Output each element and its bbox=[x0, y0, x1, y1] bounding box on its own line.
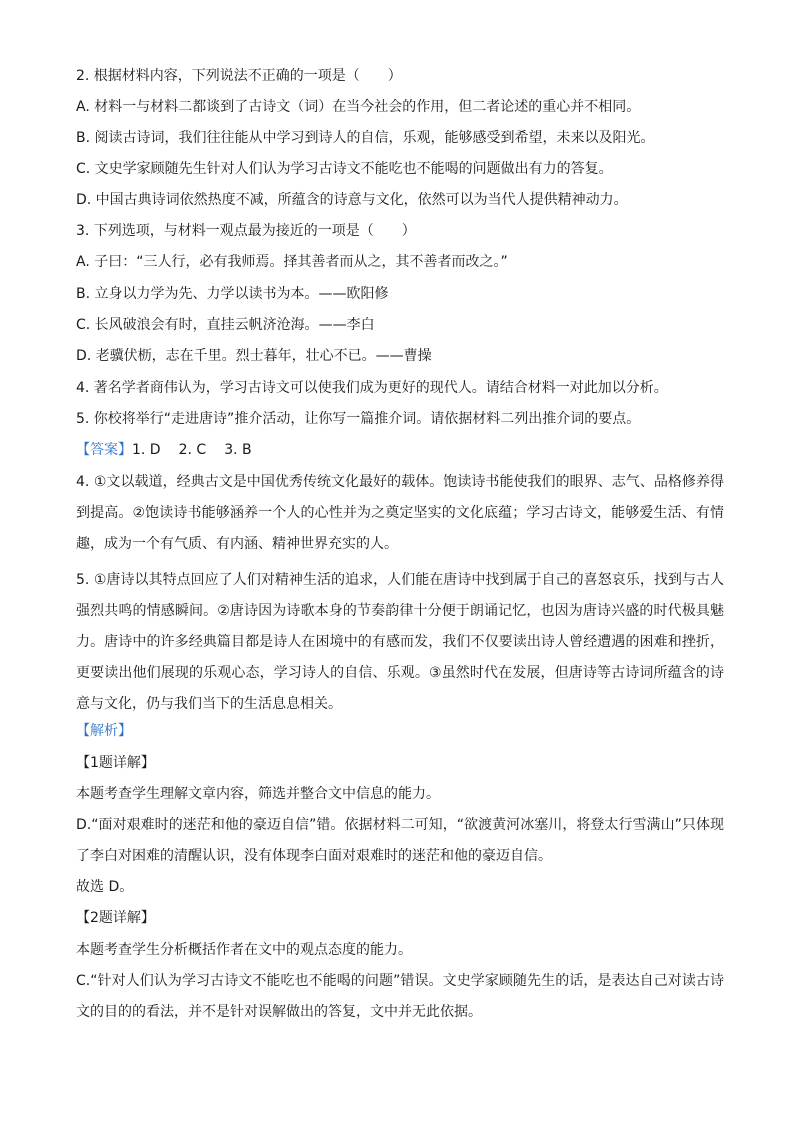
detail-1-title: 【1题详解】 bbox=[76, 755, 155, 771]
question-2-option-a: A. 材料一与材料二都谈到了古诗文（词）在当今社会的作用，但二者论述的重心并不相同。 bbox=[76, 99, 641, 115]
analysis-label: 【解析】 bbox=[76, 723, 132, 739]
question-2-option-d: D. 中国古典诗词依然热度不减，所蕴含的诗意与文化，依然可以为当代人提供精神动力。 bbox=[76, 192, 628, 208]
answer-line bbox=[76, 440, 726, 460]
detail-1-body: D.“面对艰难时的迷茫和他的豪迈自信”错。依据材料二可知，“欲渡黄河冰塞川，将登太行雪满山”只体现了李白对困难的清醒认识，没有体现李白面对艰难时的迷茫和他的豪迈自信。 bbox=[76, 817, 724, 864]
question-3-option-b: B. 立身以力学为先、力学以读书为本。——欧阳修 bbox=[76, 286, 389, 302]
question-3-stem: 3. 下列选项，与材料一观点最为接近的一项是（ ） bbox=[76, 223, 416, 239]
answer-5-paragraph: 5. ①唐诗以其特点回应了人们对精神生活的追求，人们能在唐诗中找到属于自己的喜怒哀乐，找到与古人强烈共鸣的情感瞬间。②唐诗因为诗歌本身的节奏韵律十分便于朗诵记忆，也因为唐诗兴盛的时代极具魅力。唐诗中的许多经典篇目都是诗人在困境中的有感而发，我们不仅要读出诗人曾经遭遇的困难和挫折，更要读出他们展现的乐观心态，学习诗人的自信、乐观。③虽然时代在发展，但唐诗等古诗词所蕴含的诗意与文化，仍与我们当下的生活息息相关。 bbox=[76, 572, 724, 712]
answer-item-2: 2. C bbox=[178, 442, 207, 458]
detail-1-conclusion: 故选 D。 bbox=[76, 879, 134, 895]
question-3-option-d: D. 老骥伏枥，志在千里。烈士暮年，壮心不已。——曹操 bbox=[76, 348, 432, 364]
question-4-stem: 4. 著名学者商伟认为，学习古诗文可以使我们成为更好的现代人。请结合材料一对此加以分析。 bbox=[76, 380, 668, 396]
question-2-stem: 2. 根据材料内容，下列说法不正确的一项是（ ） bbox=[76, 68, 402, 84]
detail-2-intro: 本题考查学生分析概括作者在文中的观点态度的能力。 bbox=[76, 942, 412, 958]
detail-2-title: 【2题详解】 bbox=[76, 910, 155, 926]
answer-label: 【答案】 bbox=[76, 442, 132, 458]
answer-item-3: 3. B bbox=[224, 442, 252, 458]
question-2-option-c: C. 文史学家顾随先生针对人们认为学习古诗文不能吃也不能喝的问题做出有力的答复。 bbox=[76, 161, 613, 177]
question-2-option-b: B. 阅读古诗词，我们往往能从中学习到诗人的自信，乐观，能够感受到希望，未来以及阳光。 bbox=[76, 130, 655, 146]
answer-item-1: 1. D bbox=[132, 442, 161, 458]
question-3-option-c: C. 长风破浪会有时，直挂云帆济沧海。——李白 bbox=[76, 317, 375, 333]
question-3-option-a: A. 子曰：“三人行，必有我师焉。择其善者而从之，其不善者而改之。” bbox=[76, 254, 508, 270]
detail-1-intro: 本题考查学生理解文章内容，筛选并整合文中信息的能力。 bbox=[76, 786, 440, 802]
question-5-stem: 5. 你校将举行“走进唐诗”推介活动，让你写一篇推介词。请依据材料二列出推介词的要点。 bbox=[76, 411, 641, 427]
detail-2-body: C.“针对人们认为学习古诗文不能吃也不能喝的问题”错误。文史学家顾随先生的话，是表达自己对读古诗文的目的的看法，并不是针对误解做出的答复，文中并无此依据。 bbox=[76, 973, 724, 1020]
answer-4-paragraph: 4. ①文以载道，经典古文是中国优秀传统文化最好的载体。饱读诗书能使我们的眼界、志气、品格修养得到提高。②饱读诗书能够涵养一个人的心性并为之奠定坚实的文化底蕴；学习古诗文，能够爱生活、有情趣，成为一个有气质、有内涵、精神世界充实的人。 bbox=[76, 474, 724, 552]
